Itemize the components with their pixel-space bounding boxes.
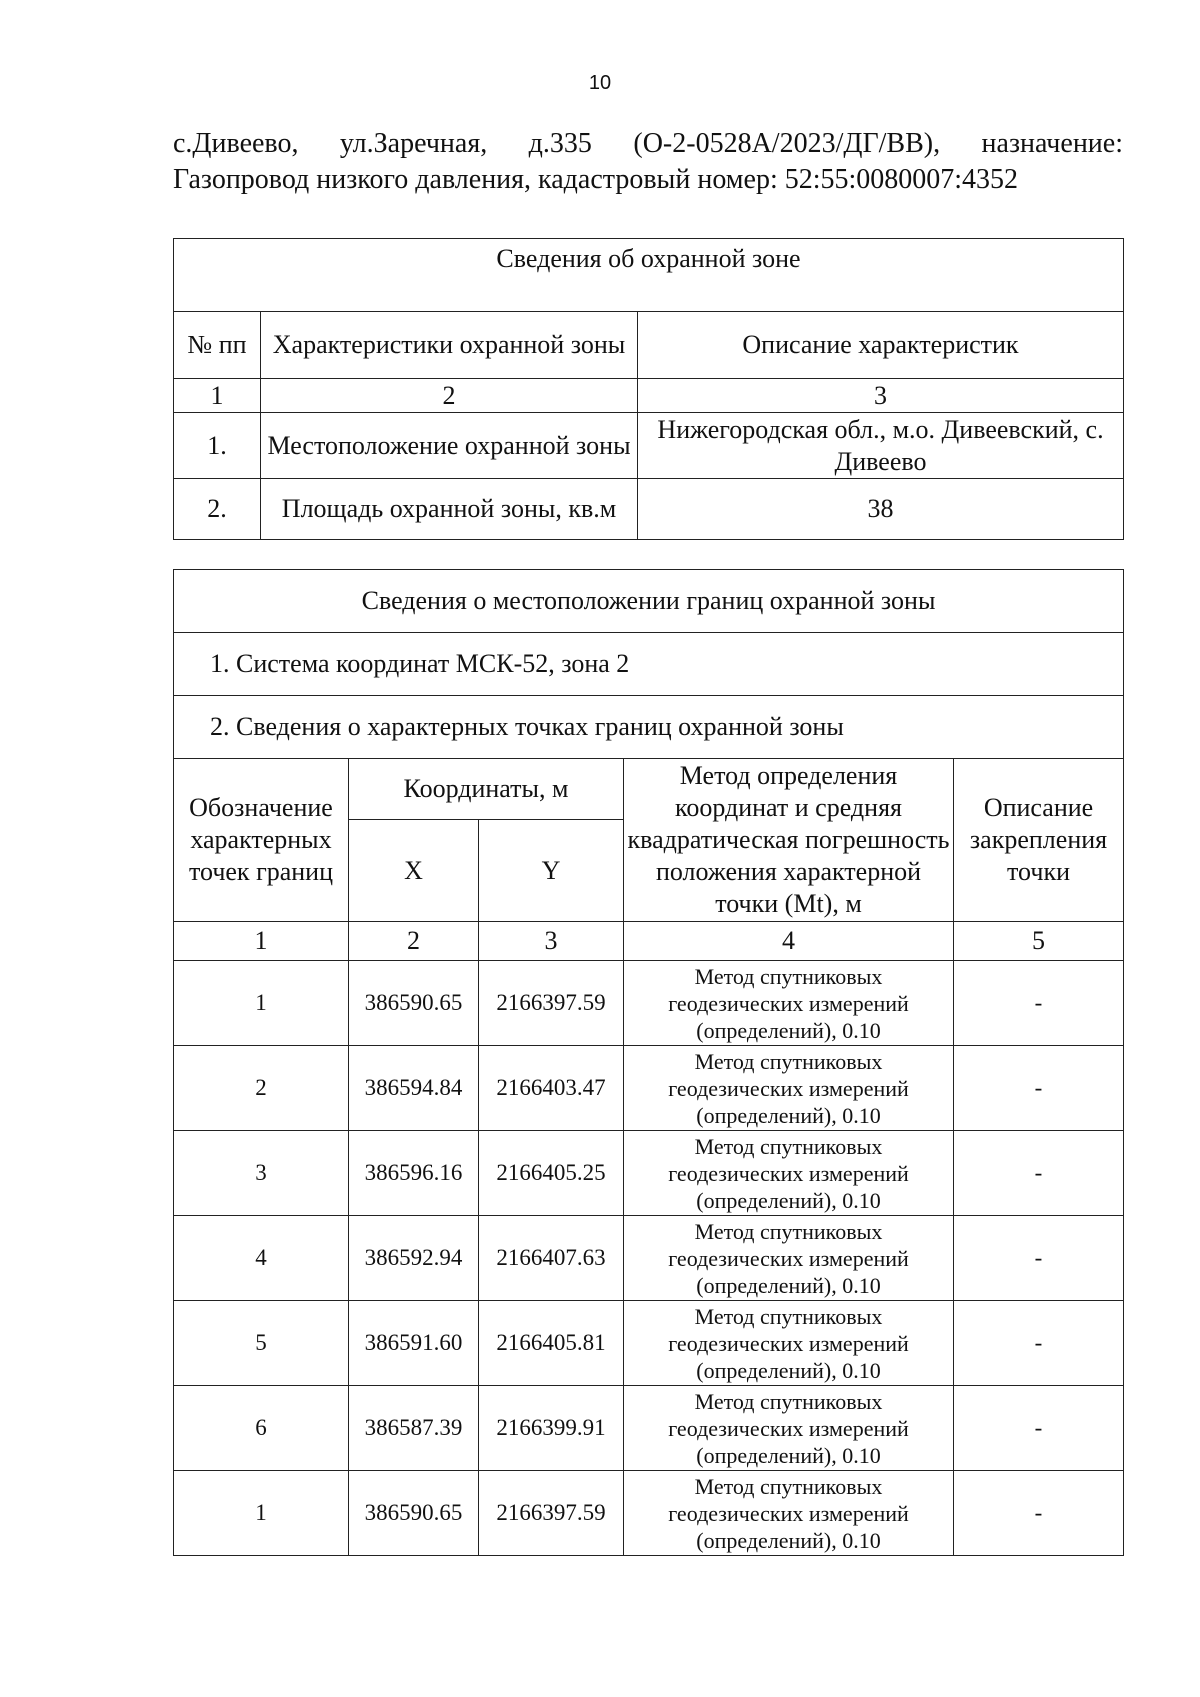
point-y: 2166405.25	[479, 1131, 624, 1216]
column-number: 2	[261, 379, 638, 413]
point-method: Метод спутниковых геодезических измерений (определений), 0.10	[624, 1216, 954, 1301]
heading-line-2: Газопровод низкого давления, кадастровый номер: 52:55:0080007:4352	[173, 164, 1019, 195]
point-id: 3	[174, 1131, 349, 1216]
column-number: 1	[174, 379, 261, 413]
table-row	[174, 1131, 1124, 1216]
boundaries-title: Сведения о местоположении границ охранной зоны	[174, 570, 1124, 633]
point-method: Метод спутниковых геодезических измерений (определений), 0.10	[624, 1301, 954, 1386]
header-x: X	[349, 820, 479, 922]
row-number: 2.	[174, 479, 261, 540]
point-fixing: -	[954, 1301, 1124, 1386]
points-title: 2. Сведения о характерных точках границ охранной зоны	[174, 696, 1124, 759]
heading-purpose-label: назначение:	[981, 128, 1123, 159]
point-fixing: -	[954, 1216, 1124, 1301]
point-method: Метод спутниковых геодезических измерений (определений), 0.10	[624, 961, 954, 1046]
point-y: 2166405.81	[479, 1301, 624, 1386]
point-id: 6	[174, 1386, 349, 1471]
row-description: 38	[638, 479, 1124, 540]
table-row	[174, 1046, 1124, 1131]
point-method: Метод спутниковых геодезических измерений (определений), 0.10	[624, 1471, 954, 1556]
header-fixing: Описание закрепления точки	[954, 759, 1124, 922]
table-row	[174, 413, 1124, 479]
point-fixing: -	[954, 1471, 1124, 1556]
header-y: Y	[479, 820, 624, 922]
coordinate-system: 1. Система координат МСК-52, зона 2	[174, 633, 1124, 696]
column-number: 3	[638, 379, 1124, 413]
point-x: 386590.65	[349, 1471, 479, 1556]
point-method: Метод спутниковых геодезических измерений (определений), 0.10	[624, 1131, 954, 1216]
column-number: 2	[349, 922, 479, 961]
point-x: 386596.16	[349, 1131, 479, 1216]
zone-info-title: Сведения об охранной зоне	[174, 239, 1124, 312]
object-heading	[173, 126, 1123, 198]
point-fixing: -	[954, 1131, 1124, 1216]
point-fixing: -	[954, 961, 1124, 1046]
point-id: 1	[174, 1471, 349, 1556]
point-method: Метод спутниковых геодезических измерений (определений), 0.10	[624, 1386, 954, 1471]
heading-house: д.335	[528, 128, 592, 159]
table-row	[174, 1386, 1124, 1471]
point-x: 386592.94	[349, 1216, 479, 1301]
column-number: 5	[954, 922, 1124, 961]
point-y: 2166399.91	[479, 1386, 624, 1471]
point-y: 2166407.63	[479, 1216, 624, 1301]
heading-line-1	[173, 126, 1123, 162]
zone-info-table	[173, 238, 1124, 540]
header-method: Метод определения координат и средняя квадратическая погрешность положения характерной точки (Mt), м	[624, 759, 954, 922]
header-characteristic: Характеристики охранной зоны	[261, 312, 638, 379]
row-characteristic: Площадь охранной зоны, кв.м	[261, 479, 638, 540]
page-number: 10	[588, 72, 612, 94]
table-row	[174, 1301, 1124, 1386]
heading-village: с.Дивеево,	[173, 128, 299, 159]
point-fixing: -	[954, 1386, 1124, 1471]
heading-code: (О-2-0528А/2023/ДГ/ВВ),	[633, 128, 941, 159]
point-x: 386590.65	[349, 961, 479, 1046]
point-x: 386591.60	[349, 1301, 479, 1386]
heading-street: ул.Заречная,	[339, 128, 488, 159]
column-number: 1	[174, 922, 349, 961]
point-id: 4	[174, 1216, 349, 1301]
row-number: 1.	[174, 413, 261, 479]
header-number: № пп	[174, 312, 261, 379]
column-number: 4	[624, 922, 954, 961]
point-method: Метод спутниковых геодезических измерений (определений), 0.10	[624, 1046, 954, 1131]
table-row	[174, 1471, 1124, 1556]
header-designation: Обозначение характерных точек границ	[174, 759, 349, 922]
table-row	[174, 479, 1124, 540]
point-id: 2	[174, 1046, 349, 1131]
point-y: 2166397.59	[479, 1471, 624, 1556]
point-id: 5	[174, 1301, 349, 1386]
point-y: 2166397.59	[479, 961, 624, 1046]
header-description: Описание характеристик	[638, 312, 1124, 379]
point-id: 1	[174, 961, 349, 1046]
row-characteristic: Местоположение охранной зоны	[261, 413, 638, 479]
point-y: 2166403.47	[479, 1046, 624, 1131]
header-coordinates: Координаты, м	[349, 759, 624, 820]
point-x: 386587.39	[349, 1386, 479, 1471]
point-x: 386594.84	[349, 1046, 479, 1131]
column-number: 3	[479, 922, 624, 961]
table-row	[174, 1216, 1124, 1301]
table-row	[174, 961, 1124, 1046]
row-description: Нижегородская обл., м.о. Дивеевский, с. Дивеево	[638, 413, 1124, 479]
point-fixing: -	[954, 1046, 1124, 1131]
boundary-points-table	[173, 569, 1124, 1556]
